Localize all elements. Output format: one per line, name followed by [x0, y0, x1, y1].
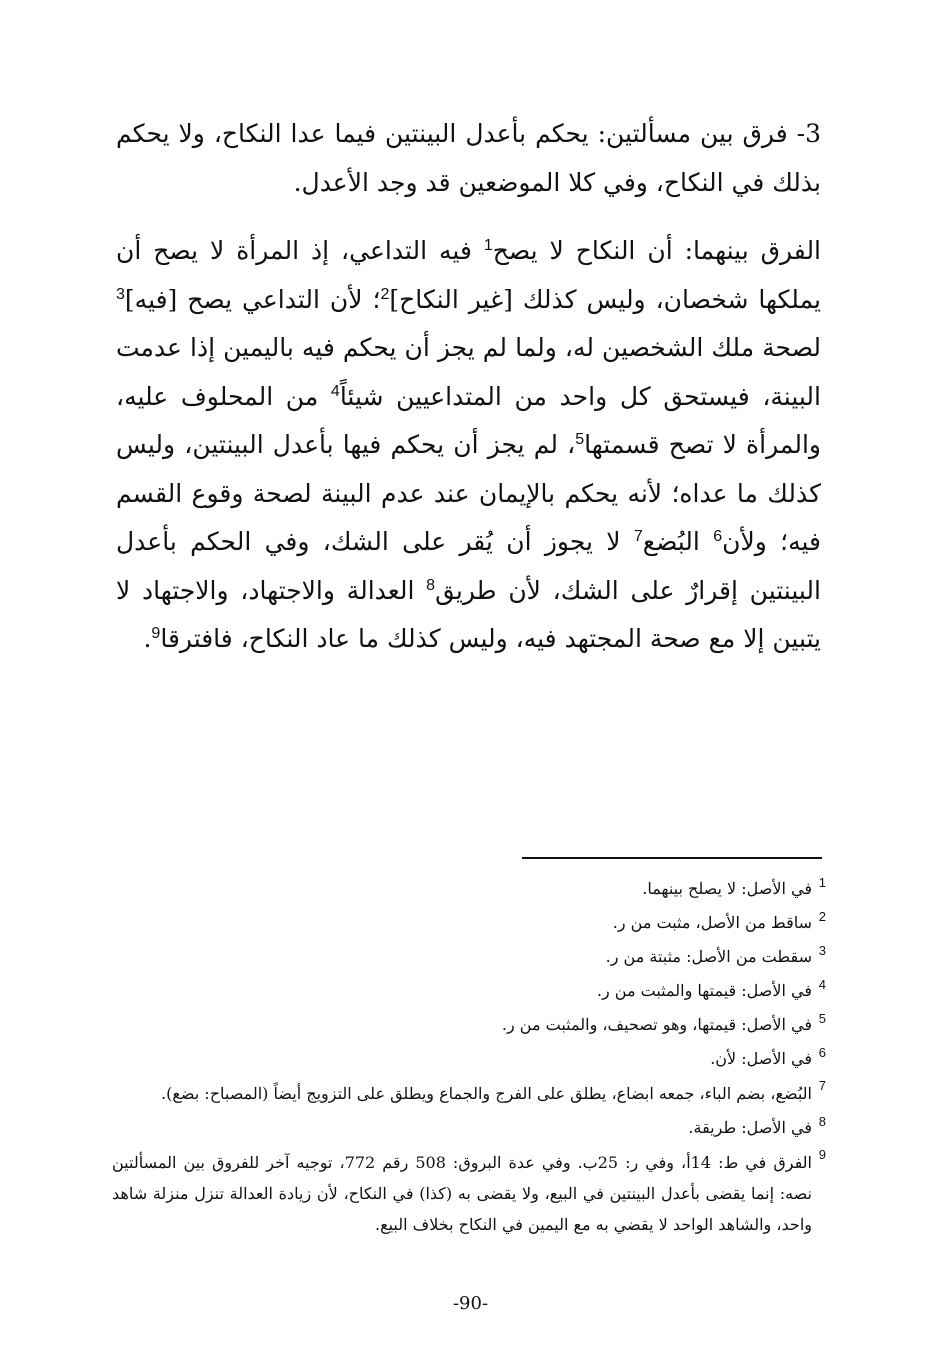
footnote-number: 2 — [818, 909, 826, 924]
paragraph-text: ؛ لأن التداعي يصح [فيه] — [124, 284, 381, 314]
footnote-text: الفرق في ط: 14أ، وفي ر: 25ب. وفي عدة البروق: 508 رقم 772، توجيه آخر للفروق بين المسألتين نصه: إنما يقضى بأعدل البينتين في البيع، ولا يقضى به (كذا) في النكاح، لأن زيادة العدالة تنزل منزلة شاهد واحد، والشاهد الواحد لا يقضي به مع اليمين في النكاح بخلاف البيع. — [112, 1153, 812, 1234]
footnote-ref: 9 — [151, 625, 161, 642]
paragraph-text: لصحة ملك الشخصين له، ولما لم يجز أن يحكم فيه باليمين إذا عدمت البينة، فيستحق كل واحد من المتداعيين شيئاً — [116, 333, 821, 411]
footnote-number: 4 — [818, 977, 826, 992]
footnote-number: 6 — [818, 1045, 826, 1060]
page-number: -90- — [452, 1293, 489, 1314]
footnote-number: 7 — [818, 1078, 826, 1093]
footnote-item — [112, 1111, 826, 1145]
paragraph-text: فيه التداعي، إذ المرأة لا يصح أن يملكها شخصان، وليس كذلك [غير النكاح] — [116, 236, 821, 314]
footnote-text: في الأصل: قيمتها، وهو تصحيف، والمثبت من ر. — [501, 1015, 812, 1034]
footnote-number: 1 — [818, 875, 826, 890]
footnote-item — [112, 1076, 826, 1111]
footnote-number: 8 — [818, 1114, 826, 1129]
footnote-ref: 8 — [426, 576, 436, 594]
footnote-ref: 6 — [713, 528, 723, 545]
paragraph-text: من المحلوف عليه، والمرأة لا تصح قسمتها — [116, 381, 821, 459]
footnote-ref: 2 — [380, 285, 390, 303]
paragraph-text: ، لم يجز أن يحكم فيها بأعدل البينتين، وليس كذلك ما عداه؛ لأنه يحكم بالإيمان عند عدم البينة لصحة وقوع القسم فيه؛ ولأن — [116, 430, 821, 556]
paragraph-text: العدالة والاجتهاد، والاجتهاد لا يتبين إلا مع صحة المجتهد فيه، وليس كذلك ما عاد النكاح، فافترقا — [116, 575, 821, 653]
footnote-ref: 3 — [116, 285, 125, 303]
footnotes-list — [112, 872, 826, 1242]
paragraph-text: لا يجوز أن يُقر على الشك، وفي الحكم بأعدل البينتين إقرارٌ على الشك، لأن طريق — [116, 527, 821, 605]
paragraph-text: الفرق بينهما: أن النكاح لا يصح — [492, 236, 822, 265]
footnote-item — [112, 1042, 826, 1076]
footnote-item — [112, 974, 826, 1008]
footnote-ref: 1 — [483, 237, 493, 254]
footnote-item — [112, 872, 826, 906]
footnote-item — [112, 940, 826, 974]
footnote-item — [112, 1145, 826, 1242]
footnote-item — [112, 906, 826, 940]
footnote-number: 3 — [818, 943, 826, 958]
footnote-separator — [522, 857, 822, 859]
footnote-text: في الأصل: لأن. — [710, 1049, 812, 1068]
footnote-number: 5 — [818, 1011, 826, 1026]
paragraph-text: . — [143, 624, 152, 653]
footnote-text: سقطت من الأصل: مثبتة من ر. — [605, 947, 812, 966]
footnote-text: في الأصل: لا يصلح بينهما. — [642, 879, 812, 898]
footnote-item — [112, 1008, 826, 1042]
paragraph-question — [116, 110, 821, 207]
footnote-ref: 4 — [330, 382, 340, 400]
footnote-text: ساقط من الأصل، مثبت من ر. — [612, 913, 812, 932]
footnote-text: البُضع، بضم الباء، جمعه ابضاع، يطلق على الفرج والجماع ويطلق على التزويج أيضاً (المصباح: بضع). — [161, 1084, 812, 1103]
footnote-number: 9 — [818, 1147, 826, 1162]
footnote-text: في الأصل: قيمتها والمثبت من ر. — [596, 981, 812, 1000]
footnote-ref: 5 — [575, 431, 585, 448]
paragraph-text: 3- فرق بين مسألتين: يحكم بأعدل البينتين فيما عدا النكاح، ولا يحكم بذلك في النكاح، وفي كلا الموضعين قد وجد الأعدل. — [116, 119, 821, 197]
footnote-text: في الأصل: طريقة. — [688, 1118, 812, 1137]
paragraph-text: البُضع — [642, 527, 714, 556]
footnote-ref: 7 — [633, 528, 643, 545]
paragraph-explanation — [116, 227, 821, 664]
